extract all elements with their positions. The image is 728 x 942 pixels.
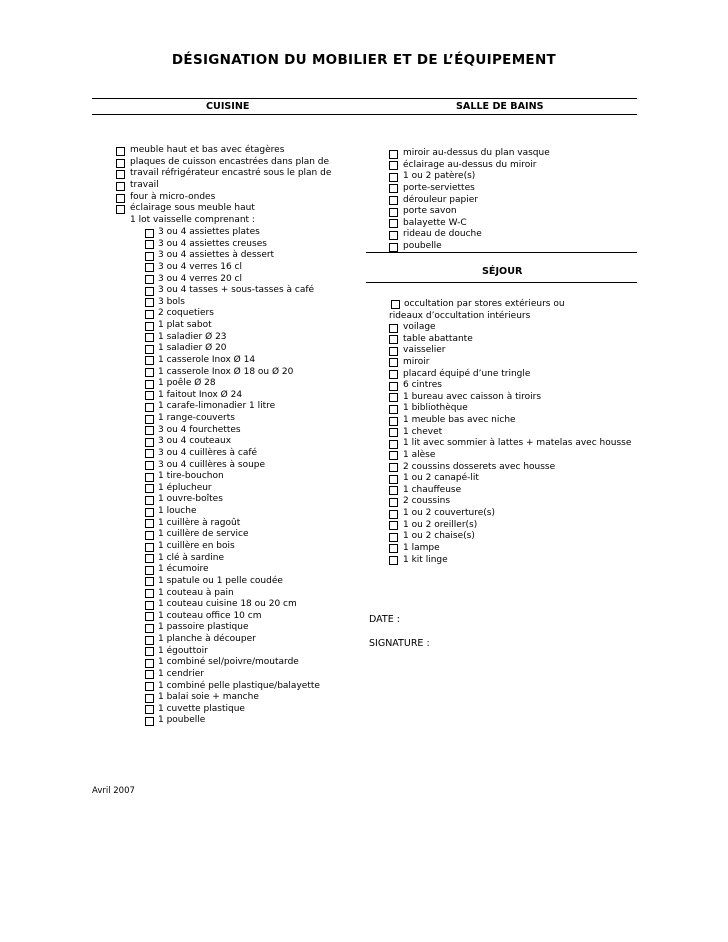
sdb-heading: SALLE DE BAINS xyxy=(456,101,544,112)
vaisselle-item: 3 ou 4 couteaux xyxy=(158,436,232,447)
checkbox[interactable] xyxy=(116,147,125,156)
vaisselle-item: 1 couteau office 10 cm xyxy=(158,610,262,621)
checkbox[interactable] xyxy=(145,508,154,517)
sejour-heading: SÉJOUR xyxy=(482,266,523,277)
checkbox[interactable] xyxy=(145,682,154,691)
checkbox[interactable] xyxy=(145,461,154,470)
vaisselle-item: 1 écumoire xyxy=(158,564,209,575)
checkbox[interactable] xyxy=(145,322,154,331)
checkbox[interactable] xyxy=(145,589,154,598)
checkbox[interactable] xyxy=(116,182,125,191)
vaisselle-item: 3 bols xyxy=(158,296,185,307)
checkbox[interactable] xyxy=(389,243,398,252)
checkbox[interactable] xyxy=(389,358,398,367)
vaisselle-item: 1 clé à sardine xyxy=(158,552,225,563)
checkbox[interactable] xyxy=(145,717,154,726)
vaisselle-item: 2 coquetiers xyxy=(158,308,214,319)
vaisselle-item: 1 cendrier xyxy=(158,668,204,679)
checkbox[interactable] xyxy=(389,498,398,507)
sejour-item: 1 ou 2 oreiller(s) xyxy=(403,519,478,530)
checkbox[interactable] xyxy=(389,475,398,484)
vaisselle-item: 1 tire-bouchon xyxy=(158,471,224,482)
vaisselle-item: 3 ou 4 cuillères à café xyxy=(158,447,258,458)
checkbox[interactable] xyxy=(145,252,154,261)
checkbox[interactable] xyxy=(145,449,154,458)
checkbox[interactable] xyxy=(116,194,125,203)
vaisselle-item: 1 spatule ou 1 pelle coudée xyxy=(158,575,283,586)
sdb-item: rideau de douche xyxy=(403,229,482,240)
header-rule-top xyxy=(92,98,637,99)
sejour-item: 1 alèse xyxy=(403,449,436,460)
sejour-item: placard équipé d’une tringle xyxy=(403,368,531,379)
checkbox[interactable] xyxy=(145,403,154,412)
checkbox[interactable] xyxy=(145,554,154,563)
date-label: DATE : xyxy=(369,614,400,625)
cuisine-item: éclairage sous meuble haut xyxy=(130,203,255,214)
sejour-item: 6 cintres xyxy=(403,380,442,391)
vaisselle-item: 1 combiné sel/poivre/moutarde xyxy=(158,657,299,668)
checkbox[interactable] xyxy=(145,519,154,528)
checkbox[interactable] xyxy=(145,659,154,668)
checkbox[interactable] xyxy=(145,670,154,679)
sejour-item: 1 bureau avec caisson à tiroirs xyxy=(403,391,542,402)
sejour-item: 2 coussins dosserets avec housse xyxy=(403,461,556,472)
vaisselle-item: 1 balai soie + manche xyxy=(158,692,259,703)
vaisselle-item: 1 couteau cuisine 18 ou 20 cm xyxy=(158,599,297,610)
checkbox[interactable] xyxy=(389,173,398,182)
vaisselle-item: 1 éplucheur xyxy=(158,482,212,493)
cuisine-item: four à micro-ondes xyxy=(130,191,216,202)
sdb-item: poubelle xyxy=(403,241,442,252)
vaisselle-item: 1 casserole Inox Ø 14 xyxy=(158,354,256,365)
checkbox[interactable] xyxy=(145,636,154,645)
vaisselle-item: 3 ou 4 cuillères à soupe xyxy=(158,459,266,470)
checkbox[interactable] xyxy=(116,159,125,168)
cuisine-item: plaques de cuisson encastrées dans plan de xyxy=(130,156,330,167)
vaisselle-item: 1 saladier Ø 23 xyxy=(158,331,227,342)
checkbox[interactable] xyxy=(391,300,400,309)
checkbox[interactable] xyxy=(389,219,398,228)
checkbox[interactable] xyxy=(145,531,154,540)
sejour-item: 1 ou 2 canapé-lit xyxy=(403,473,479,484)
checkbox[interactable] xyxy=(145,612,154,621)
sdb-item: 1 ou 2 patère(s) xyxy=(403,171,476,182)
checkbox[interactable] xyxy=(389,556,398,565)
sejour-item: 1 chauffeuse xyxy=(403,484,462,495)
cuisine-item: travail réfrigérateur encastré sous le plan de xyxy=(130,168,332,179)
checkbox[interactable] xyxy=(389,208,398,217)
sdb-item: miroir au-dessus du plan vasque xyxy=(403,148,550,158)
checkbox[interactable] xyxy=(145,287,154,296)
sejour-item: vaisselier xyxy=(403,345,446,356)
checkbox[interactable] xyxy=(145,496,154,505)
cuisine-item: meuble haut et bas avec étagères xyxy=(130,145,285,155)
checkbox[interactable] xyxy=(145,356,154,365)
sejour-item-occultation-cont: rideaux d’occultation intérieurs xyxy=(389,311,531,321)
checkbox[interactable] xyxy=(389,440,398,449)
sejour-item-occultation: occultation par stores extérieurs ou xyxy=(404,299,565,309)
vaisselle-item: 1 poubelle xyxy=(158,715,206,726)
vaisselle-item: 3 ou 4 tasses + sous-tasses à café xyxy=(158,285,315,296)
checkbox[interactable] xyxy=(145,601,154,610)
vaisselle-item: 1 faitout Inox Ø 24 xyxy=(158,389,243,400)
sejour-item: miroir xyxy=(403,356,430,367)
sejour-item: 1 ou 2 couverture(s) xyxy=(403,508,495,519)
vaisselle-item: 3 ou 4 assiettes plates xyxy=(158,227,260,237)
checkbox[interactable] xyxy=(145,647,154,656)
sejour-item: 2 coussins xyxy=(403,496,451,507)
vaisselle-item: 1 cuvette plastique xyxy=(158,703,245,714)
vaisselle-item: 1 égouttoir xyxy=(158,645,208,656)
checkbox[interactable] xyxy=(145,705,154,714)
checkbox[interactable] xyxy=(145,380,154,389)
vaisselle-item: 1 range-couverts xyxy=(158,413,235,424)
sdb-item: porte savon xyxy=(403,206,457,217)
header-rule-bottom xyxy=(92,114,637,115)
vaisselle-item: 1 cuillère de service xyxy=(158,529,249,540)
checkbox[interactable] xyxy=(145,694,154,703)
checkbox[interactable] xyxy=(145,391,154,400)
page-title: DÉSIGNATION DU MOBILIER ET DE L’ÉQUIPEMENT xyxy=(171,52,557,68)
checkbox[interactable] xyxy=(145,426,154,435)
sdb-item: dérouleur papier xyxy=(403,194,478,205)
checkbox[interactable] xyxy=(389,451,398,460)
checkbox[interactable] xyxy=(389,150,398,159)
cuisine-item: travail xyxy=(130,179,159,190)
checkbox[interactable] xyxy=(145,368,154,377)
vaisselle-item: 1 planche à découper xyxy=(158,634,256,645)
checkbox[interactable] xyxy=(389,533,398,542)
vaisselle-item: 1 passoire plastique xyxy=(158,622,249,633)
vaisselle-item: 1 louche xyxy=(158,506,197,517)
checkbox[interactable] xyxy=(145,310,154,319)
checkbox[interactable] xyxy=(389,382,398,391)
checkbox[interactable] xyxy=(389,370,398,379)
checkbox[interactable] xyxy=(389,161,398,170)
sejour-item: 1 bibliothèque xyxy=(403,403,468,414)
sejour-rule-bottom xyxy=(366,282,637,283)
checkbox[interactable] xyxy=(145,566,154,575)
checkbox[interactable] xyxy=(389,486,398,495)
vaisselle-item: 1 couteau à pain xyxy=(158,587,234,598)
checkbox[interactable] xyxy=(389,405,398,414)
checkbox[interactable] xyxy=(389,196,398,205)
sdb-item: balayette W-C xyxy=(403,217,467,228)
vaisselle-item: 3 ou 4 assiettes à dessert xyxy=(158,250,275,261)
vaisselle-item: 1 poêle Ø 28 xyxy=(158,378,216,389)
checkbox[interactable] xyxy=(145,240,154,249)
sejour-item: 1 lit avec sommier à lattes + matelas avec housse xyxy=(403,438,632,449)
checkbox[interactable] xyxy=(389,428,398,437)
cuisine-heading: CUISINE xyxy=(206,101,250,112)
checkbox[interactable] xyxy=(116,205,125,214)
vaisselle-item: 3 ou 4 verres 16 cl xyxy=(158,261,243,272)
vaisselle-item: 1 cuillère à ragoût xyxy=(158,517,241,528)
vaisselle-item: 1 cuillère en bois xyxy=(158,541,235,551)
vaisselle-item: 1 combiné pelle plastique/balayette xyxy=(158,680,320,691)
checkbox[interactable] xyxy=(145,298,154,307)
checkbox[interactable] xyxy=(389,324,398,333)
sejour-rule-top xyxy=(366,252,637,253)
checkbox[interactable] xyxy=(145,438,154,447)
checkbox[interactable] xyxy=(145,624,154,633)
cuisine-item: 1 lot vaisselle comprenant : xyxy=(130,214,255,225)
checkbox[interactable] xyxy=(389,231,398,240)
sejour-item: 1 kit linge xyxy=(403,554,448,565)
checkbox[interactable] xyxy=(389,184,398,193)
checkbox[interactable] xyxy=(389,521,398,530)
sejour-item: 1 chevet xyxy=(403,426,443,437)
checkbox[interactable] xyxy=(116,170,125,179)
vaisselle-item: 3 ou 4 assiettes creuses xyxy=(158,238,267,249)
vaisselle-item: 3 ou 4 verres 20 cl xyxy=(158,273,243,284)
sejour-item: 1 meuble bas avec niche xyxy=(403,415,516,426)
sejour-item: 1 ou 2 chaise(s) xyxy=(403,531,475,542)
checkbox[interactable] xyxy=(145,484,154,493)
vaisselle-item: 1 plat sabot xyxy=(158,320,212,331)
checkbox[interactable] xyxy=(145,333,154,342)
checkbox[interactable] xyxy=(145,473,154,482)
checkbox[interactable] xyxy=(389,417,398,426)
vaisselle-item: 1 carafe-limonadier 1 litre xyxy=(158,401,276,412)
vaisselle-item: 1 casserole Inox Ø 18 ou Ø 20 xyxy=(158,366,294,377)
footer-date: Avril 2007 xyxy=(92,786,135,796)
checkbox[interactable] xyxy=(145,275,154,284)
checkbox[interactable] xyxy=(389,544,398,553)
checkbox[interactable] xyxy=(145,577,154,586)
checkbox[interactable] xyxy=(389,510,398,519)
sdb-item: éclairage au-dessus du miroir xyxy=(403,159,537,170)
checkbox[interactable] xyxy=(145,345,154,354)
vaisselle-item: 3 ou 4 fourchettes xyxy=(158,424,241,435)
signature-label: SIGNATURE : xyxy=(369,638,430,649)
checkbox[interactable] xyxy=(145,229,154,238)
sejour-item: voilage xyxy=(403,322,436,332)
sejour-item: 1 lampe xyxy=(403,542,440,553)
sejour-item: table abattante xyxy=(403,333,473,344)
vaisselle-item: 1 saladier Ø 20 xyxy=(158,343,227,354)
checkbox[interactable] xyxy=(145,543,154,552)
sdb-item: porte-serviettes xyxy=(403,182,475,193)
checkbox[interactable] xyxy=(389,463,398,472)
checkbox[interactable] xyxy=(389,347,398,356)
checkbox[interactable] xyxy=(145,415,154,424)
checkbox[interactable] xyxy=(145,263,154,272)
vaisselle-item: 1 ouvre-boîtes xyxy=(158,494,223,505)
checkbox[interactable] xyxy=(389,335,398,344)
checkbox[interactable] xyxy=(389,393,398,402)
